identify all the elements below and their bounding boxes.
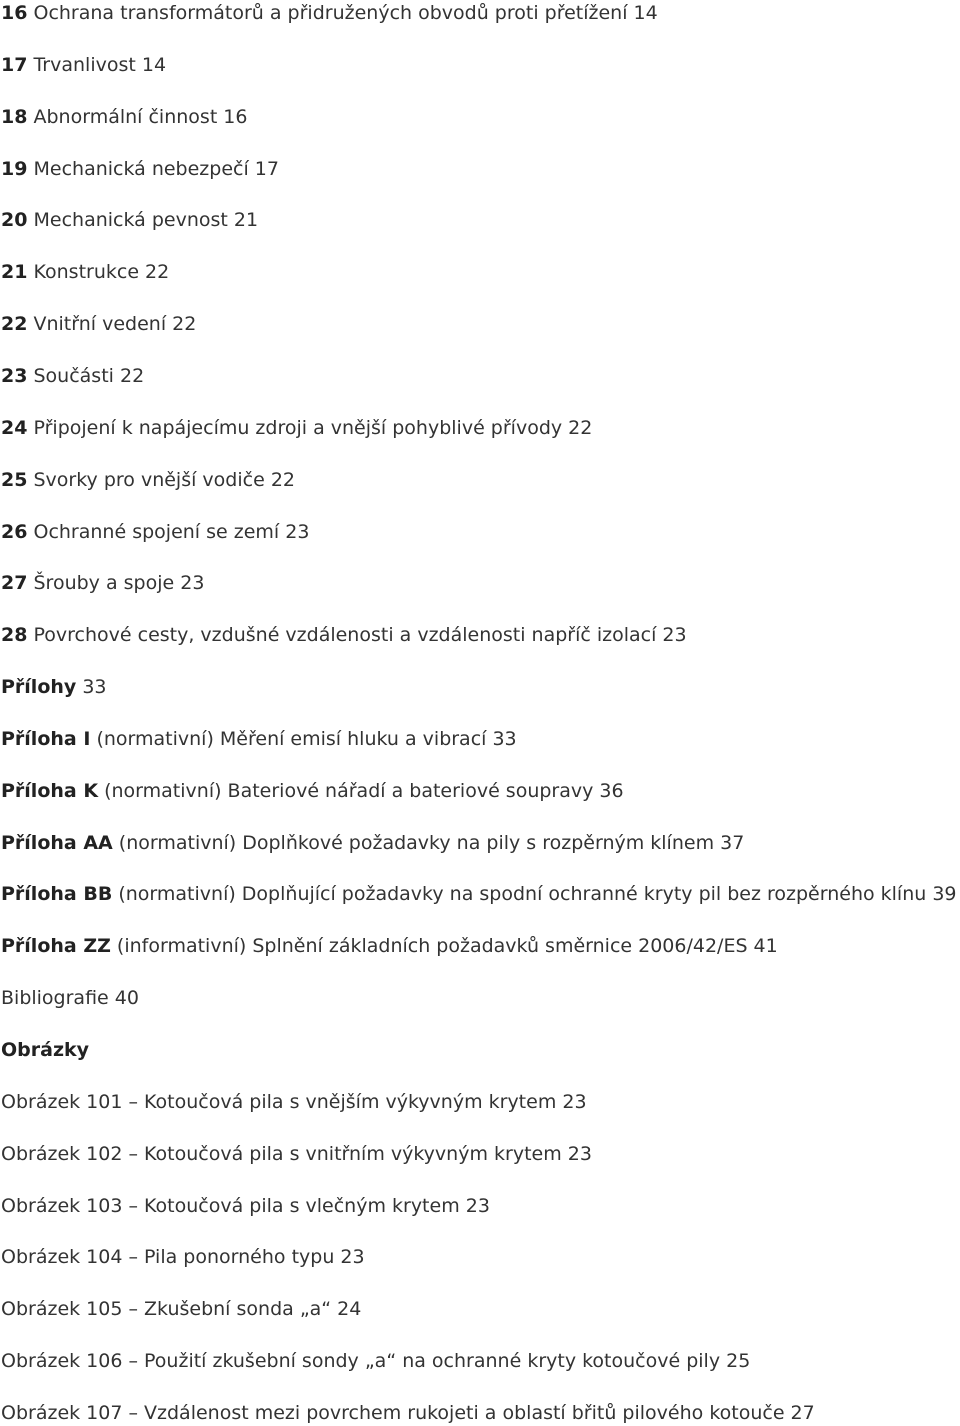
toc-entry <box>1 363 144 389</box>
toc-entry-number: 22 <box>1 313 28 336</box>
toc-entry-title: Abnormální činnost 16 <box>27 105 248 128</box>
toc-entry <box>1 207 258 233</box>
toc-entry-title: Mechanická pevnost 21 <box>27 209 259 232</box>
toc-entry-title: Obrázek 103 – Kotoučová pila s vlečným krytem 23 <box>1 1194 490 1217</box>
toc-annex-entry <box>1 726 517 752</box>
toc-entry <box>1 622 687 648</box>
toc-annex-entry <box>1 830 744 856</box>
toc-entry <box>1 259 169 285</box>
toc-entry-number: 28 <box>1 624 28 647</box>
toc-entry <box>1 570 204 596</box>
toc-entry-label: Příloha I <box>1 727 91 750</box>
toc-entry-title: (normativní) Bateriové nářadí a bateriové soupravy 36 <box>98 779 624 802</box>
toc-entry-title: (informativní) Splnění základních požadavků směrnice 2006/42/ES 41 <box>110 935 778 958</box>
toc-entry-title: Obrázek 107 – Vzdálenost mezi povrchem rukojeti a oblastí břitů pilového kotouče 27 <box>1 1401 815 1424</box>
toc-figure-entry <box>1 1141 592 1167</box>
toc-entry-title: Šrouby a spoje 23 <box>27 572 205 595</box>
toc-figures-heading <box>1 1037 89 1063</box>
toc-entry-label: Příloha ZZ <box>1 935 111 958</box>
toc-entry <box>1 519 309 545</box>
toc-entry-label: Příloha K <box>1 779 99 802</box>
toc-entry-number: 20 <box>1 209 28 232</box>
toc-entry-title: Obrázek 102 – Kotoučová pila s vnitřním výkyvným krytem 23 <box>1 1142 592 1165</box>
toc-figure-entry <box>1 1244 365 1270</box>
toc-entry-label: Obrázky <box>1 1039 90 1061</box>
toc-entry-title: Povrchové cesty, vzdušné vzdálenosti a vzdálenosti napříč izolací 23 <box>27 624 687 647</box>
toc-entry-number: 24 <box>1 416 28 439</box>
toc-entry-title: Bibliografie 40 <box>1 987 139 1010</box>
toc-entry-number: 26 <box>1 520 28 543</box>
toc-entry-title: Svorky pro vnější vodiče 22 <box>27 468 295 491</box>
toc-entry <box>1 467 295 493</box>
toc-entry <box>1 104 247 130</box>
toc-figure-entry <box>1 1089 587 1115</box>
toc-entry-number: 25 <box>1 468 28 491</box>
toc-entry-title: Obrázek 105 – Zkušební sonda „a“ 24 <box>1 1298 362 1321</box>
toc-entry <box>1 0 658 26</box>
toc-figure-entry <box>1 1400 815 1426</box>
toc-entry-title: Ochranné spojení se zemí 23 <box>27 520 310 543</box>
toc-entry-number: 16 <box>1 2 28 24</box>
toc-entry <box>1 311 196 337</box>
toc-entry-title: Obrázek 106 – Použití zkušební sondy „a“ na ochranné kryty kotoučové pily 25 <box>1 1350 751 1373</box>
toc-annex-heading <box>1 674 107 700</box>
toc-entry-number: 17 <box>1 53 28 76</box>
toc-entry-title: Obrázek 104 – Pila ponorného typu 23 <box>1 1246 365 1269</box>
toc-annex-entry <box>1 881 957 907</box>
toc-figure-entry <box>1 1348 750 1374</box>
toc-figure-entry <box>1 1193 490 1219</box>
toc-entry-title: 33 <box>76 676 107 699</box>
toc-entry-number: 23 <box>1 364 28 387</box>
toc-entry-title: (normativní) Doplňující požadavky na spodní ochranné kryty pil bez rozpěrného klínu 39 <box>112 883 957 906</box>
toc-entry-number: 19 <box>1 157 28 180</box>
toc-entry-number: 27 <box>1 572 28 595</box>
toc-entry-number: 18 <box>1 105 28 128</box>
toc-annex-entry <box>1 933 778 959</box>
toc-entry <box>1 156 279 182</box>
toc-entry-title: Vnitřní vedení 22 <box>27 313 197 336</box>
toc-entry <box>1 415 592 441</box>
toc-entry-title: Ochrana transformátorů a přidružených obvodů proti přetížení 14 <box>27 2 658 24</box>
toc-entry-title: (normativní) Měření emisí hluku a vibrací 33 <box>90 727 517 750</box>
toc-entry <box>1 52 166 78</box>
toc-figure-entry <box>1 1296 361 1322</box>
toc-entry-title: Součásti 22 <box>27 364 145 387</box>
toc-entry-title: Trvanlivost 14 <box>27 53 167 76</box>
toc-entry-label: Příloha BB <box>1 883 113 906</box>
toc-entry-title: Připojení k napájecímu zdroji a vnější pohyblivé přívody 22 <box>27 416 593 439</box>
toc-entry-label: Přílohy <box>1 676 77 699</box>
toc-entry-title: Konstrukce 22 <box>27 261 170 284</box>
toc-annex-entry <box>1 778 624 804</box>
toc-entry-title: Mechanická nebezpečí 17 <box>27 157 279 180</box>
toc-entry-number: 21 <box>1 261 28 284</box>
toc-entry-title: (normativní) Doplňkové požadavky na pily s rozpěrným klínem 37 <box>112 831 745 854</box>
toc-entry-title: Obrázek 101 – Kotoučová pila s vnějším výkyvným krytem 23 <box>1 1090 587 1113</box>
toc-bibliography-entry <box>1 985 139 1011</box>
toc-entry-label: Příloha AA <box>1 831 113 854</box>
